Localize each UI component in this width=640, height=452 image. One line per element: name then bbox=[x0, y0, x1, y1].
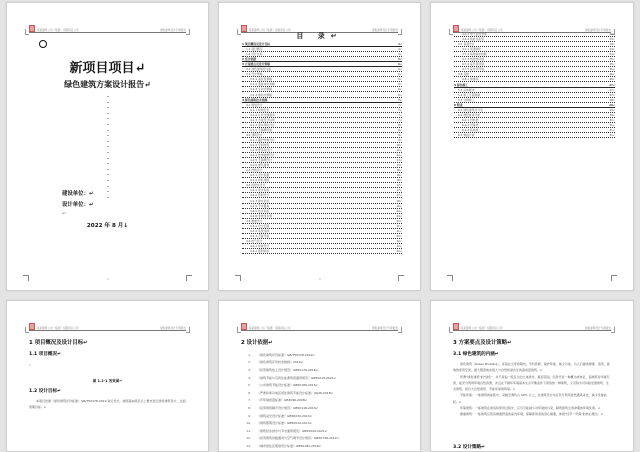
toc-entry-text: 4.4.3 排水系统 bbox=[250, 198, 270, 203]
list-text: 《城市居住区规划设计标准》GB50180-2018↵ bbox=[257, 443, 322, 448]
toc-page-number: 21↵ bbox=[396, 229, 402, 233]
header-right-text: 绿色建筑设计专项报告 bbox=[160, 327, 186, 330]
toc-page-number: 24↵ bbox=[609, 48, 615, 52]
toc-page-number: 31↵ bbox=[609, 118, 615, 122]
toc-entry-text: 6.2.2 设备类 bbox=[462, 122, 479, 127]
toc-page-number: 27↵ bbox=[609, 88, 615, 92]
toc-entry-text: 4.2 建筑设计 bbox=[246, 132, 263, 137]
toc-page-number: 22↵ bbox=[396, 249, 402, 253]
toc-page-number: 7↵ bbox=[398, 98, 402, 102]
body-text bbox=[453, 361, 611, 441]
toc-page-number: 29↵ bbox=[609, 103, 615, 107]
toc-entry-text: 6.3 效益分析 bbox=[458, 132, 475, 137]
header-right-text: 绿色建筑设计专项报告 bbox=[372, 29, 398, 32]
circle-shape-icon bbox=[39, 40, 47, 48]
toc-page-number: 13↵ bbox=[396, 159, 402, 163]
toc-page-number: 20↵ bbox=[396, 204, 402, 208]
list-item bbox=[241, 419, 398, 427]
list-text: 《声环境质量标准》GB3096-2008↵ bbox=[257, 398, 308, 403]
toc-page-number: 7↵ bbox=[398, 113, 402, 117]
list-index: 10. bbox=[246, 421, 251, 426]
toc-page-number: 8↵ bbox=[398, 123, 402, 127]
section-heading-1-2: 1.2 设计目标↵ bbox=[29, 389, 61, 394]
toc-entry-text: 4.7.1 景观绿化 bbox=[462, 47, 482, 52]
toc-page-number: 26↵ bbox=[609, 78, 615, 82]
header-left-text: 某某建筑公司（集团）有限责任公司 bbox=[461, 29, 503, 32]
toc-entry-text: 4.7.3 场地热环境 bbox=[462, 57, 484, 62]
toc-entry-text: 4.8.1 绿建项 bbox=[462, 77, 479, 82]
toc-entry-text: 6.2 增量成本分析 bbox=[458, 112, 481, 117]
blank-paragraph: ↵ bbox=[29, 363, 32, 367]
empty-paragraph-marks bbox=[107, 96, 109, 197]
header-left-text: 某某建筑公司（集团）有限责任公司 bbox=[37, 29, 79, 32]
list-item bbox=[241, 351, 398, 359]
list-text: 《建筑采光设计标准》GB50033-2013↵ bbox=[257, 413, 313, 418]
toc-entry-text: 4.1.2 公共交通服务 bbox=[250, 112, 275, 117]
header-left-text: 某某建筑公司（集团）有限责任公司 bbox=[461, 327, 503, 330]
toc-entry-text: 4.2.3 舒适性设计 bbox=[250, 148, 272, 153]
toc-entry-text: 4.5 暖通设计 bbox=[246, 218, 263, 223]
toc-entry-text: 5.3 文明施工 bbox=[458, 97, 475, 102]
list-text: 《绿色建筑评价标准》GB/T50378-2019↵ bbox=[257, 352, 316, 357]
toc-page-number: 28↵ bbox=[609, 98, 615, 102]
toc-page-number: 22↵ bbox=[396, 244, 402, 248]
list-item bbox=[241, 397, 398, 405]
header-right-text: 绿色建筑设计专项报告 bbox=[160, 29, 186, 32]
blank-paragraph: ↵ bbox=[62, 211, 67, 217]
reference-list bbox=[241, 351, 398, 450]
toc-entry-text: 4.7.2 场地雨水控制 bbox=[462, 52, 487, 57]
toc-entry-text: 4.6.2 照明系统 bbox=[250, 248, 270, 253]
toc-page-number: 22↵ bbox=[396, 239, 402, 243]
toc-page-number: 17↵ bbox=[396, 194, 402, 198]
list-item bbox=[241, 427, 398, 435]
toc-page-number: 31↵ bbox=[609, 128, 615, 132]
toc-entry-text: 4.7.5 室外声环境 bbox=[462, 67, 484, 72]
chapter-heading: 2 设计依据↵ bbox=[241, 340, 273, 346]
toc-page-number: 7↵ bbox=[398, 108, 402, 112]
margin-corner-right bbox=[611, 275, 617, 281]
toc-entry-text: 6.1 绿色建筑评分表 bbox=[458, 107, 483, 112]
toc-page-number: 20↵ bbox=[396, 209, 402, 213]
toc-page-number: 6↵ bbox=[398, 63, 402, 67]
build-unit-label: 建设单位：↵ bbox=[62, 191, 94, 197]
list-index: 11. bbox=[246, 428, 251, 433]
toc-entry-text: 4.2.2 空间布局 bbox=[250, 142, 270, 147]
toc-entry-text: 3.2.1 适宜性策略 bbox=[250, 77, 272, 82]
list-text: 《建筑给水排水与节水通用规范》GB55020-2021↵ bbox=[257, 428, 328, 433]
toc-page-number: 4↵ bbox=[398, 43, 402, 47]
toc-entry-text: 4.7 景观设计 bbox=[458, 42, 475, 47]
header-left-text: 某某建筑公司（集团）有限责任公司 bbox=[249, 327, 291, 330]
toc-page-number: 18↵ bbox=[396, 199, 402, 203]
toc-entry-text: 4.5.3 设备节能 bbox=[250, 233, 270, 238]
toc-page-number: 7↵ bbox=[398, 118, 402, 122]
toc-entry-text: 4.4 给排水设计 bbox=[246, 183, 266, 188]
toc-entry-text: 5.2 施工过程控制 bbox=[458, 92, 481, 97]
toc-entry-text: 4.6 电气设计 bbox=[246, 238, 263, 243]
chapter-heading: 3 方案要点及设计策略↵ bbox=[453, 340, 512, 346]
toc-entry-text: 5.1 总体要求 bbox=[458, 87, 475, 92]
toc-page-number: 20↵ bbox=[396, 214, 402, 218]
toc-page-number: 17↵ bbox=[396, 184, 402, 188]
body-paragraph: 健康建筑：一栋建筑应营造健康舒适的室内环境，保障使用者的身心健康，体现"四节一环保"的核心理念。↵ bbox=[460, 412, 604, 417]
list-text: 《民用建筑热工设计规范》GB50176-2016↵ bbox=[257, 367, 319, 372]
company-seal-icon bbox=[241, 323, 247, 330]
toc-page-number: 10↵ bbox=[396, 143, 402, 147]
toc-page-number: 6↵ bbox=[398, 93, 402, 97]
margin-corner-left bbox=[447, 275, 453, 281]
toc-entry-text: 4.4.4 节水器具 bbox=[250, 203, 270, 208]
toc-entry-text: 4.1.4 停车场所设计 bbox=[250, 122, 275, 127]
toc-page-number: 16↵ bbox=[396, 169, 402, 173]
toc-entry-text: 4.4.1 供水系统 bbox=[250, 188, 270, 193]
toc-page-number: 24↵ bbox=[609, 53, 615, 57]
toc-entry-text: 1.2 设计目标 bbox=[246, 52, 263, 57]
toc-page-number: 5↵ bbox=[398, 58, 402, 62]
list-index: 12. bbox=[246, 436, 251, 441]
list-item bbox=[241, 389, 398, 397]
toc-page-number: 31↵ bbox=[609, 123, 615, 127]
toc-page-number: 4↵ bbox=[398, 48, 402, 52]
cover-title: 新项目项目↵ bbox=[69, 61, 146, 76]
list-index: 5. bbox=[248, 383, 251, 388]
toc-page-number: 6↵ bbox=[398, 73, 402, 77]
toc-entry-text: 4.6.1 供电设计 bbox=[250, 243, 270, 248]
toc-entry-text: 4.6.3 电气能耗管理 bbox=[462, 32, 487, 37]
company-seal-icon bbox=[453, 25, 459, 32]
toc-page-number: 27↵ bbox=[609, 83, 615, 87]
toc-page-number: 21↵ bbox=[396, 224, 402, 228]
toc-page-number: 6↵ bbox=[398, 78, 402, 82]
toc-entry-text: 3 方案要点及设计策略 bbox=[242, 62, 271, 67]
page-chapter-1[interactable] bbox=[6, 300, 209, 452]
page-number: 1 bbox=[319, 277, 321, 281]
list-index: 13. bbox=[246, 443, 251, 448]
design-unit-label: 设计单位：↵ bbox=[62, 202, 94, 208]
list-text: 《公共建筑节能设计标准》GB50189-2015↵ bbox=[257, 383, 319, 388]
table-of-contents bbox=[242, 42, 402, 254]
list-text: 《建筑照明设计标准》GB50034-2013↵ bbox=[257, 421, 313, 426]
toc-entry-text: 4.4.5 热水系统 bbox=[250, 208, 270, 213]
company-seal-icon bbox=[29, 323, 35, 330]
figure-caption: 图 1.1-1 效果图↵ bbox=[92, 379, 123, 383]
list-index: 8. bbox=[248, 405, 251, 410]
section-heading-3-1: 3.1 绿色建筑的内涵↵ bbox=[453, 352, 499, 357]
toc-page-number: 21↵ bbox=[396, 219, 402, 223]
list-item bbox=[241, 359, 398, 367]
list-text: 《建筑节能与可再生能源利用通用规范》GB55015-2021↵ bbox=[257, 375, 337, 380]
toc-page-number: 6↵ bbox=[398, 83, 402, 87]
toc-page-number: 26↵ bbox=[609, 73, 615, 77]
company-seal-icon bbox=[453, 323, 459, 330]
body-paragraph: 本项目依据《绿色建筑评价标准》GB/T50378-2019 进行设计，按照基本级及以上要求进行绿色建筑设计，达到预期目标。↵ bbox=[29, 399, 186, 410]
toc-entry-text: 4.1.5 无障碍设施 bbox=[250, 127, 272, 132]
toc-entry-text: 2 设计依据 bbox=[242, 57, 257, 62]
list-item bbox=[241, 381, 398, 389]
table-of-contents-continued bbox=[454, 32, 615, 138]
toc-entry-text: 4.4.2 管网设计 bbox=[250, 193, 270, 198]
page-chapter-2[interactable] bbox=[218, 300, 421, 452]
toc-entry-text: 3.1 绿色建筑的内涵 bbox=[246, 67, 271, 72]
toc-page-number: 11↵ bbox=[396, 149, 402, 153]
toc-page-number: 25↵ bbox=[609, 58, 615, 62]
toc-page-number: 23↵ bbox=[609, 38, 615, 42]
list-item bbox=[241, 404, 398, 412]
toc-page-number: 9↵ bbox=[398, 138, 402, 142]
toc-page-number: 29↵ bbox=[609, 108, 615, 112]
toc-entry-text: 4.2.6 绿色建材 bbox=[250, 163, 270, 168]
list-index: 4. bbox=[248, 375, 251, 380]
list-index: 2. bbox=[248, 360, 251, 365]
toc-page-number: 8↵ bbox=[398, 128, 402, 132]
toc-page-number: 27↵ bbox=[609, 93, 615, 97]
toc-entry-text: 4 绿色建筑技术措施 bbox=[242, 97, 268, 102]
toc-entry-text: 4.3.1 设计依据 bbox=[250, 173, 270, 178]
list-index: 6. bbox=[248, 390, 251, 395]
page-chapter-3[interactable] bbox=[430, 300, 634, 452]
list-text: 《民用建筑供暖通风与空气调节设计规范》GB50736-2012↵ bbox=[257, 436, 340, 441]
toc-entry-text: 6.2.1 材料类 bbox=[462, 117, 479, 122]
list-text: 《绿色建筑评价技术细则》2019↵ bbox=[257, 360, 304, 365]
toc-page-number: 24↵ bbox=[609, 43, 615, 47]
body-paragraph: 所谓"绿色建筑"的"绿色"，并不是指一般意义的立体绿化、屋顶花园，而是代表一种概念或象征，指建筑对环境无害，能充分利用环境自然资源，并且在不破坏环境基本生态平衡条件下建造的一种建筑，又可称为可持续发展建筑、生态建筑、回归大自然建筑、节能环保建筑等。↵ bbox=[453, 374, 610, 392]
toc-entry-text: 4.8 其他 bbox=[458, 72, 469, 77]
toc-entry-text: 4.4.6 非传统水源 bbox=[250, 213, 272, 218]
toc-entry-text: 5 绿色施工 bbox=[454, 82, 469, 87]
toc-entry-text: 4.1.1 场地安全 bbox=[250, 107, 270, 112]
list-item bbox=[241, 412, 398, 420]
list-item bbox=[241, 435, 398, 443]
toc-entry-text: 4.5.2 系统选择 bbox=[250, 228, 270, 233]
list-index: 1. bbox=[248, 352, 251, 357]
toc-entry[interactable] bbox=[242, 249, 402, 254]
toc-page-number: 15↵ bbox=[396, 164, 402, 168]
chapter-heading: 1 项目概况及设计目标↵ bbox=[29, 340, 88, 346]
margin-corner-left bbox=[235, 275, 241, 281]
list-item bbox=[241, 442, 398, 450]
list-item bbox=[241, 366, 398, 374]
toc-page-number: 12↵ bbox=[396, 154, 402, 158]
body-paragraph: 节能环保：一栋建筑的能耗中，采暖空调约占 50% 以上，在建筑设计中应充分利用自然通风采光，减少设备能耗。↵ bbox=[453, 393, 607, 404]
toc-page-number: 7↵ bbox=[398, 103, 402, 107]
toc-page-number: 17↵ bbox=[396, 189, 402, 193]
list-index: 9. bbox=[248, 413, 251, 418]
margin-corner-right bbox=[398, 275, 404, 281]
toc-page-number: 23↵ bbox=[609, 33, 615, 37]
page-toc-2[interactable] bbox=[430, 2, 634, 291]
toc-entry-text: 4.2.1 围护结构设计 bbox=[250, 137, 275, 142]
toc-entry-text: 4.1 规划设计 bbox=[246, 102, 263, 107]
toc-page-number: 25↵ bbox=[609, 63, 615, 67]
toc-page-number: 30↵ bbox=[609, 113, 615, 117]
toc-page-number: 21↵ bbox=[396, 234, 402, 238]
toc-entry-text: 1 项目概况及设计目标 bbox=[242, 42, 271, 47]
list-text: 《民用建筑隔声设计规范》GB50118-2010↵ bbox=[257, 405, 319, 410]
toc-title: 目 录↵ bbox=[296, 32, 343, 40]
page-cover[interactable] bbox=[6, 2, 209, 291]
cover-date: 2022 年 8 月↓ bbox=[86, 223, 129, 229]
toc-page-number: 31↵ bbox=[609, 133, 615, 137]
list-index: 3. bbox=[248, 367, 251, 372]
section-heading-3-2: 3.2 设计策略↵ bbox=[453, 445, 485, 450]
toc-entry-text: 4.3 结构设计 bbox=[246, 168, 263, 173]
header-left-text: 某某建筑公司（集团）有限责任公司 bbox=[37, 327, 79, 330]
margin-corner-left bbox=[23, 275, 29, 281]
toc-entry-text: 4.6.4 智能化系统 bbox=[462, 37, 484, 42]
page-header bbox=[29, 25, 186, 33]
header-right-text: 绿色建筑设计专项报告 bbox=[585, 29, 611, 32]
toc-page-number: 16↵ bbox=[396, 174, 402, 178]
toc-entry-text: 4.2.4 装饰装修设计 bbox=[250, 153, 275, 158]
toc-page-number: 6↵ bbox=[398, 88, 402, 92]
toc-page-number: 16↵ bbox=[396, 179, 402, 183]
header-left-text: 某某建筑公司（集团）有限责任公司 bbox=[249, 29, 291, 32]
page-toc-1[interactable] bbox=[218, 2, 421, 291]
toc-entry-text: 4.1.3 方案设计说明 bbox=[250, 117, 275, 122]
margin-corner-right bbox=[186, 275, 192, 281]
toc-entry-text: 3.2.2 低成本化策略 bbox=[250, 82, 275, 87]
body-paragraph: 环保建筑：一栋建筑在建造和使用过程中，应尽可能减少对环境的污染，降低建筑全寿命期的环境负荷。↵ bbox=[460, 406, 601, 411]
toc-entry[interactable] bbox=[454, 133, 615, 138]
toc-entry-text: 4.7.4 室外风环境 bbox=[462, 62, 484, 67]
toc-entry-text: 3.2.3 主动式策略 bbox=[250, 87, 272, 92]
toc-page-number: 9↵ bbox=[398, 133, 402, 137]
toc-entry-text: 4.2.5 无障碍设计 bbox=[250, 158, 272, 163]
cover-subtitle: 绿色建筑方案设计报告↵ bbox=[64, 79, 151, 89]
toc-entry-text: 6 附录 bbox=[454, 102, 463, 107]
body-paragraph: 绿色建筑（Green Building），是指在全寿命期内，节约资源、保护环境、减少污染，为人们提供健康、适用、高效的使用空间，最大限度地实现人与自然和谐共生的高质量建筑。↵ bbox=[453, 362, 610, 373]
section-heading-1-1: 1.1 项目概况↵ bbox=[29, 352, 61, 357]
list-index: 7. bbox=[248, 398, 251, 403]
page-number: 1 bbox=[107, 277, 109, 281]
header-right-text: 绿色建筑设计专项报告 bbox=[372, 327, 398, 330]
list-text: 《严寒和寒冷地区居住建筑节能设计标准》JGJ26-2018↵ bbox=[257, 390, 334, 395]
page-header bbox=[453, 323, 611, 331]
toc-entry-text: 6.2.3 其他类 bbox=[462, 127, 479, 132]
toc-entry-text: 1.1 项目概况 bbox=[246, 47, 263, 52]
list-item bbox=[241, 374, 398, 382]
company-seal-icon bbox=[29, 25, 35, 32]
header-right-text: 绿色建筑设计专项报告 bbox=[585, 327, 611, 330]
toc-entry-text: 4.3.2 材料选择 bbox=[250, 178, 270, 183]
toc-page-number: 4↵ bbox=[398, 53, 402, 57]
toc-page-number: 25↵ bbox=[609, 68, 615, 72]
page-header bbox=[241, 323, 398, 331]
toc-entry-text: 4.5.1 设计范围 bbox=[250, 223, 270, 228]
toc-entry-text: 3.2 设计策略 bbox=[246, 72, 263, 77]
toc-page-number: 6↵ bbox=[398, 68, 402, 72]
page-header bbox=[29, 323, 186, 331]
toc-entry-text: 3.2.4 被动式策略 bbox=[250, 92, 272, 97]
